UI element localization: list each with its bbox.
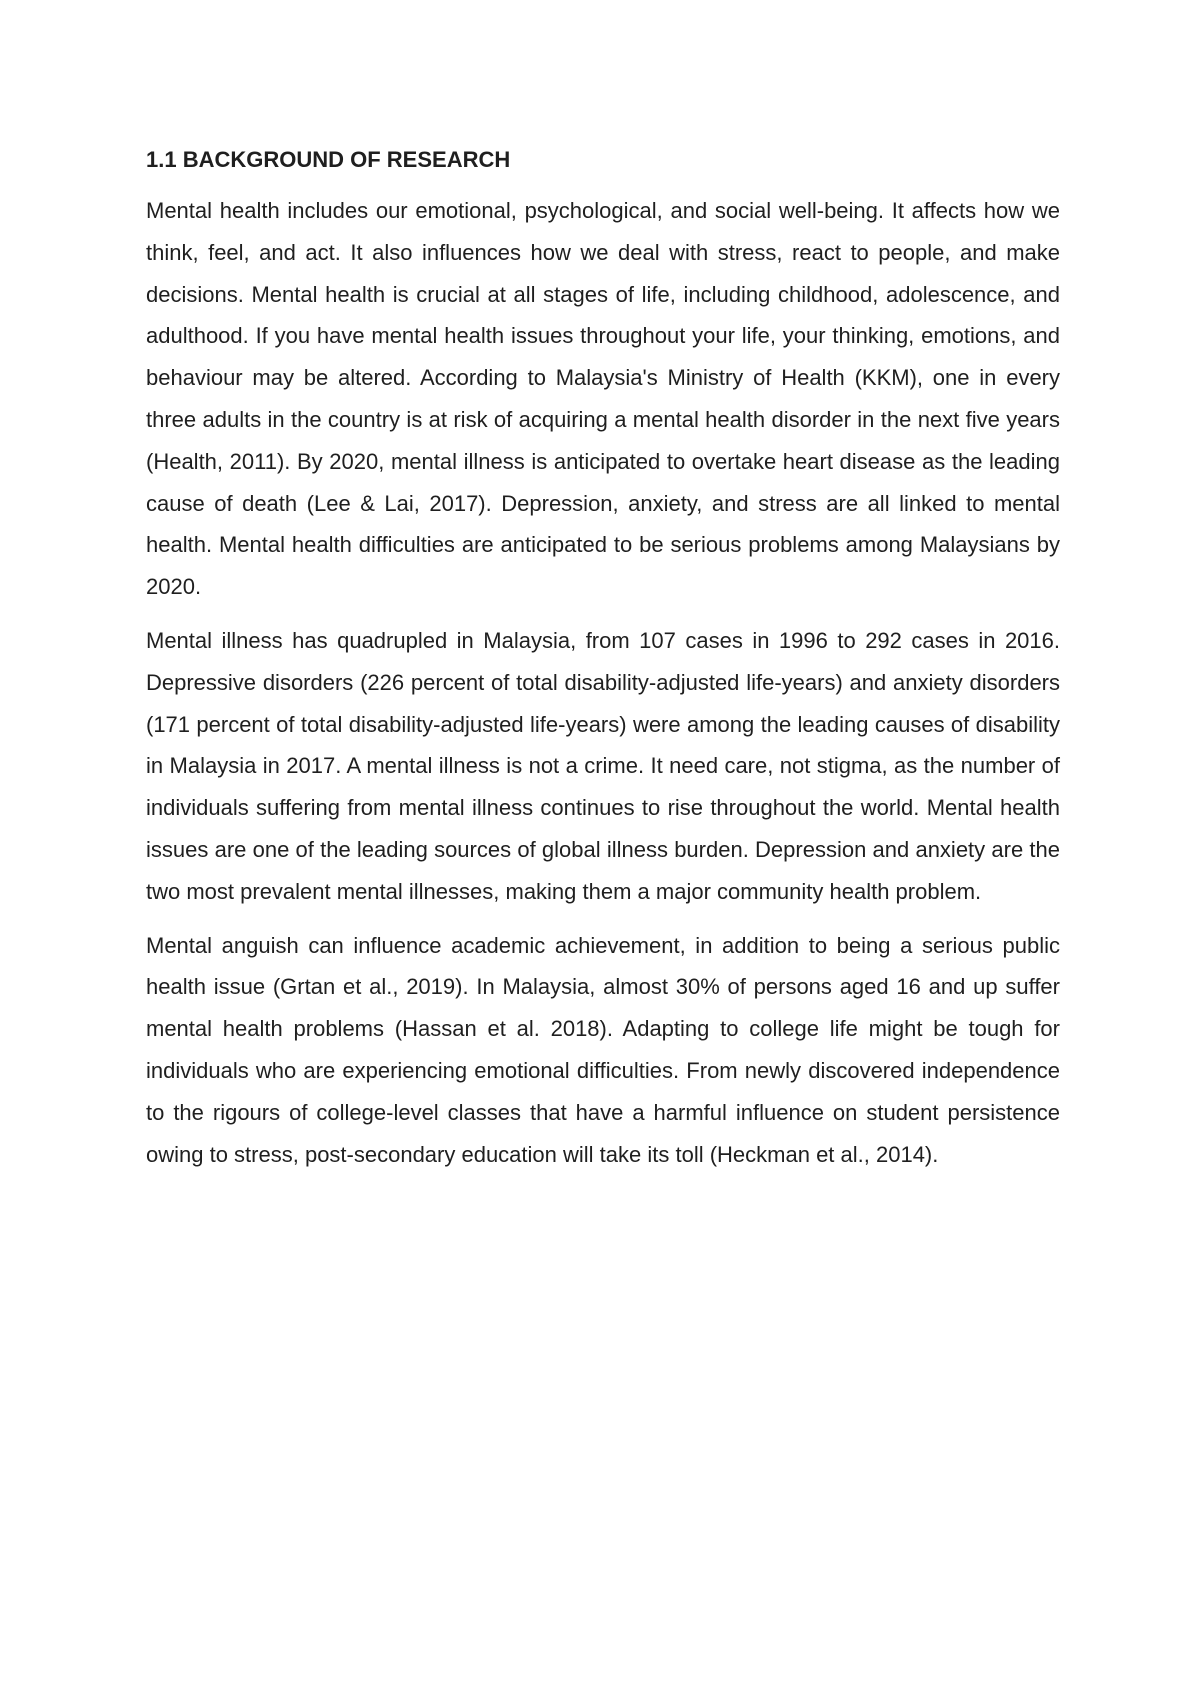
paragraph-3: Mental anguish can influence academic achievement, in addition to being a serious public health issue (Grtan et al., 2019). In Malaysia, almost 30% of persons aged 16 and up suffer mental health problems (Hassan et al. 2018). Adapting to college life might be tough for individuals who are experiencing emotional difficulties. From newly discovered independence to the rigours of college-level classes that have a harmful influence on student persistence owing to stress, post-secondary education will take its toll (Heckman et al., 2014). (146, 932, 1060, 1167)
section-heading: 1.1 BACKGROUND OF RESEARCH (146, 147, 511, 172)
paragraph-1: Mental health includes our emotional, psychological, and social well-being. It affects how we think, feel, and act. It also influences how we deal with stress, react to people, and make decisions. Mental health is crucial at all stages of life, including childhood, adolescence, and adulthood. If you have mental health issues throughout your life, your thinking, emotions, and behaviour may be altered. According to Malaysia's Ministry of Health (KKM), one in every three adults in the country is at risk of acquiring a mental health disorder in the next five years (Health, 2011). By 2020, mental illness is anticipated to overtake heart disease as the leading cause of death (Lee & Lai, 2017). Depression, anxiety, and stress are all linked to mental health. Mental health difficulties are anticipated to be serious problems among Malaysians by 2020. (146, 198, 1060, 600)
paragraph-2: Mental illness has quadrupled in Malaysia, from 107 cases in 1996 to 292 cases in 2016. Depressive disorders (226 percent of total disability-adjusted life-years) and anxiety disorders (171 percent of total disability-adjusted life-years) were among the leading causes of disability in Malaysia in 2017. A mental illness is not a crime. It need care, not stigma, as the number of individuals suffering from mental illness continues to rise throughout the world. Mental health issues are one of the leading sources of global illness burden. Depression and anxiety are the two most prevalent mental illnesses, making them a major community health problem. (146, 627, 1060, 904)
document-body (146, 142, 1060, 1187)
